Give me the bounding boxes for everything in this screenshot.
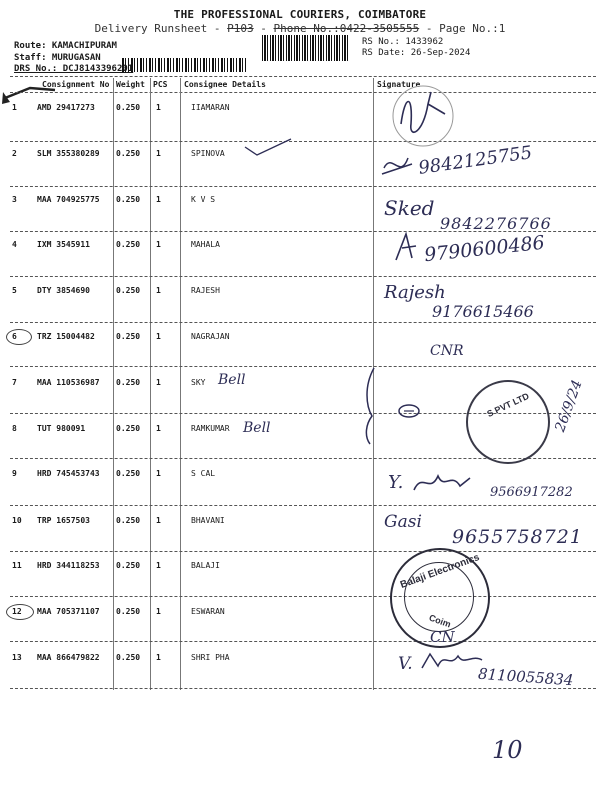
row-6-weight: 0.250 <box>116 332 141 341</box>
row-9-handwritten-phone: 9566917282 <box>490 485 573 500</box>
row-8-handwritten-note: Bell <box>243 420 271 436</box>
row-13-awb: MAA 866479822 <box>37 653 100 662</box>
row-8-company-stamp <box>466 380 550 464</box>
row-12-weight: 0.250 <box>116 607 141 616</box>
row-2-handwritten-phone: 9842125755 <box>417 142 534 179</box>
row-rule <box>10 551 596 552</box>
handwritten-page-number: 10 <box>492 736 523 764</box>
row-2-consignee: SPINOVA <box>191 149 225 158</box>
row-2-awb: SLM 355380289 <box>37 149 100 158</box>
row-2-weight: 0.250 <box>116 149 141 158</box>
row-5-number: 5 <box>12 286 17 295</box>
row-rule <box>10 505 596 506</box>
row-8-weight: 0.250 <box>116 424 141 433</box>
row-rule <box>10 366 596 367</box>
row-1-consignee: IIAMARAN <box>191 103 230 112</box>
row-8-signature-scribble <box>396 402 422 420</box>
row-12-awb: MAA 705371107 <box>37 607 100 616</box>
row-2-signature-scribble <box>380 150 414 182</box>
bracket-pen-mark <box>360 366 380 446</box>
row-2-check-mark <box>243 137 293 159</box>
row-4-handwritten-phone: 9790600486 <box>423 231 546 267</box>
runsheet-code: P103 <box>227 22 254 35</box>
row-7-handwritten-note: Bell <box>218 372 246 388</box>
staff-label: Staff: MURUGASAN <box>14 53 101 63</box>
row-9-number: 9 <box>12 469 17 478</box>
route-label: Route: KAMACHIPURAM <box>14 41 117 51</box>
row-13-consignee: SHRI PHA <box>191 653 230 662</box>
row-9-handwritten-signature: Y. <box>388 472 404 493</box>
row-12-consignee: ESWARAN <box>191 607 225 616</box>
row-rule <box>10 141 596 142</box>
row-12-number: 12 <box>12 607 22 616</box>
row-rule <box>10 322 596 323</box>
row-5-handwritten-phone: 9176615466 <box>432 302 534 321</box>
row-11-weight: 0.250 <box>116 561 141 570</box>
row-1-awb: AMD 29417273 <box>37 103 95 112</box>
row-8-awb: TUT 980091 <box>37 424 86 433</box>
row-rule <box>10 641 596 642</box>
drs-barcode-graphic <box>122 58 246 72</box>
row-7-awb: MAA 110536987 <box>37 378 100 387</box>
row-6-consignee: NAGRAJAN <box>191 332 230 341</box>
stamp-text: Balaji Electronics <box>398 552 482 591</box>
runsheet-page: Page No.:1 <box>439 22 506 35</box>
row-5-consignee: RAJESH <box>191 286 220 295</box>
row-10-handwritten-phone: 9655758721 <box>452 526 583 548</box>
row-5-pcs: 1 <box>156 286 161 295</box>
row-8-number: 8 <box>12 424 17 433</box>
barcode-graphic <box>262 35 350 61</box>
row-11-pcs: 1 <box>156 561 161 570</box>
row-10-consignee: BHAVANI <box>191 516 225 525</box>
row-13-handwritten-signature: V. <box>398 654 413 674</box>
row-13-weight: 0.250 <box>116 653 141 662</box>
row-3-number: 3 <box>12 195 17 204</box>
col-weight: Weight <box>116 80 145 89</box>
row-4-number: 4 <box>12 240 17 249</box>
row-9-consignee: S CAL <box>191 469 216 478</box>
row-3-consignee: K V S <box>191 195 216 204</box>
row-rule <box>10 276 596 277</box>
row-13-pcs: 1 <box>156 653 161 662</box>
table-top-rule <box>10 76 596 77</box>
row-6-handwritten-signature: CNR <box>430 343 464 359</box>
drs-label: DRS No.: DCJ8143396201 <box>14 64 134 74</box>
row-1-signature-scribble <box>383 84 463 154</box>
rs-number: RS No.: 1433962 <box>362 37 444 47</box>
row-3-handwritten-signature: Sked <box>384 196 435 220</box>
runsheet-subtitle: Delivery Runsheet - P103 - Phone No.:0422-3505555 - Page No.:1 <box>94 22 506 35</box>
row-11-number: 11 <box>12 561 22 570</box>
runsheet-phone: Phone No.:0422-3505555 <box>273 22 420 35</box>
row-3-weight: 0.250 <box>116 195 141 204</box>
row-8-consignee: RAMKUMAR <box>191 424 230 433</box>
row-10-handwritten-signature: Gasi <box>384 512 422 532</box>
col-signature: Signature <box>377 80 421 89</box>
row-10-awb: TRP 1657503 <box>37 516 90 525</box>
stamp-text: S PVT LTD <box>485 390 531 420</box>
col-divider-pcs <box>150 78 151 690</box>
rs-date: RS Date: 26-Sep-2024 <box>362 48 471 58</box>
row-5-weight: 0.250 <box>116 286 141 295</box>
row-5-handwritten-signature: Rajesh <box>384 282 446 303</box>
runsheet-label: Delivery Runsheet <box>94 22 208 35</box>
row-6-circled-mark <box>6 329 32 345</box>
row-9-pcs: 1 <box>156 469 161 478</box>
row-11-awb: HRD 344118253 <box>37 561 100 570</box>
row-1-pcs: 1 <box>156 103 161 112</box>
row-9-signature-scribble <box>412 470 472 496</box>
row-6-pcs: 1 <box>156 332 161 341</box>
row-13-handwritten-phone: 8110055834 <box>477 664 574 690</box>
row-1-weight: 0.250 <box>116 103 141 112</box>
row-3-handwritten-phone: 9842276766 <box>440 214 552 233</box>
row-6-awb: TRZ 15004482 <box>37 332 95 341</box>
row-4-weight: 0.250 <box>116 240 141 249</box>
row-9-weight: 0.250 <box>116 469 141 478</box>
row-4-signature-scribble <box>392 230 422 264</box>
row-7-consignee: SKY <box>191 378 206 387</box>
col-divider-consignee <box>180 78 181 690</box>
row-8-handwritten-date: 26/9/24 <box>552 377 586 435</box>
row-1-number: 1 <box>12 103 17 112</box>
row-9-awb: HRD 745453743 <box>37 469 100 478</box>
row-rule <box>10 186 596 187</box>
col-consignment: Consignment No <box>42 80 110 89</box>
col-consignee: Consignee Details <box>184 80 266 89</box>
col-pcs: PCS <box>153 80 168 89</box>
company-title: THE PROFESSIONAL COURIERS, COIMBATORE <box>173 8 427 21</box>
row-7-weight: 0.250 <box>116 378 141 387</box>
col-divider-weight <box>113 78 114 690</box>
row-12-handwritten-signature: CN <box>430 628 455 646</box>
row-7-number: 7 <box>12 378 17 387</box>
row-4-consignee: MAHALA <box>191 240 220 249</box>
row-7-pcs: 1 <box>156 378 161 387</box>
row-2-number: 2 <box>12 149 17 158</box>
row-5-awb: DTY 3854690 <box>37 286 90 295</box>
table-bottom-rule <box>10 688 596 689</box>
row-10-number: 10 <box>12 516 22 525</box>
row-3-awb: MAA 704925775 <box>37 195 100 204</box>
row-11-consignee: BALAJI <box>191 561 220 570</box>
row-10-pcs: 1 <box>156 516 161 525</box>
stamp-text: Coim <box>427 612 453 630</box>
row-13-number: 13 <box>12 653 22 662</box>
row-10-weight: 0.250 <box>116 516 141 525</box>
row-8-pcs: 1 <box>156 424 161 433</box>
row-6-number: 6 <box>12 332 17 341</box>
header-rule <box>10 92 596 93</box>
row-2-pcs: 1 <box>156 149 161 158</box>
row-12-pcs: 1 <box>156 607 161 616</box>
row-4-pcs: 1 <box>156 240 161 249</box>
row-rule <box>10 596 596 597</box>
row-4-awb: IXM 3545911 <box>37 240 90 249</box>
row-3-pcs: 1 <box>156 195 161 204</box>
